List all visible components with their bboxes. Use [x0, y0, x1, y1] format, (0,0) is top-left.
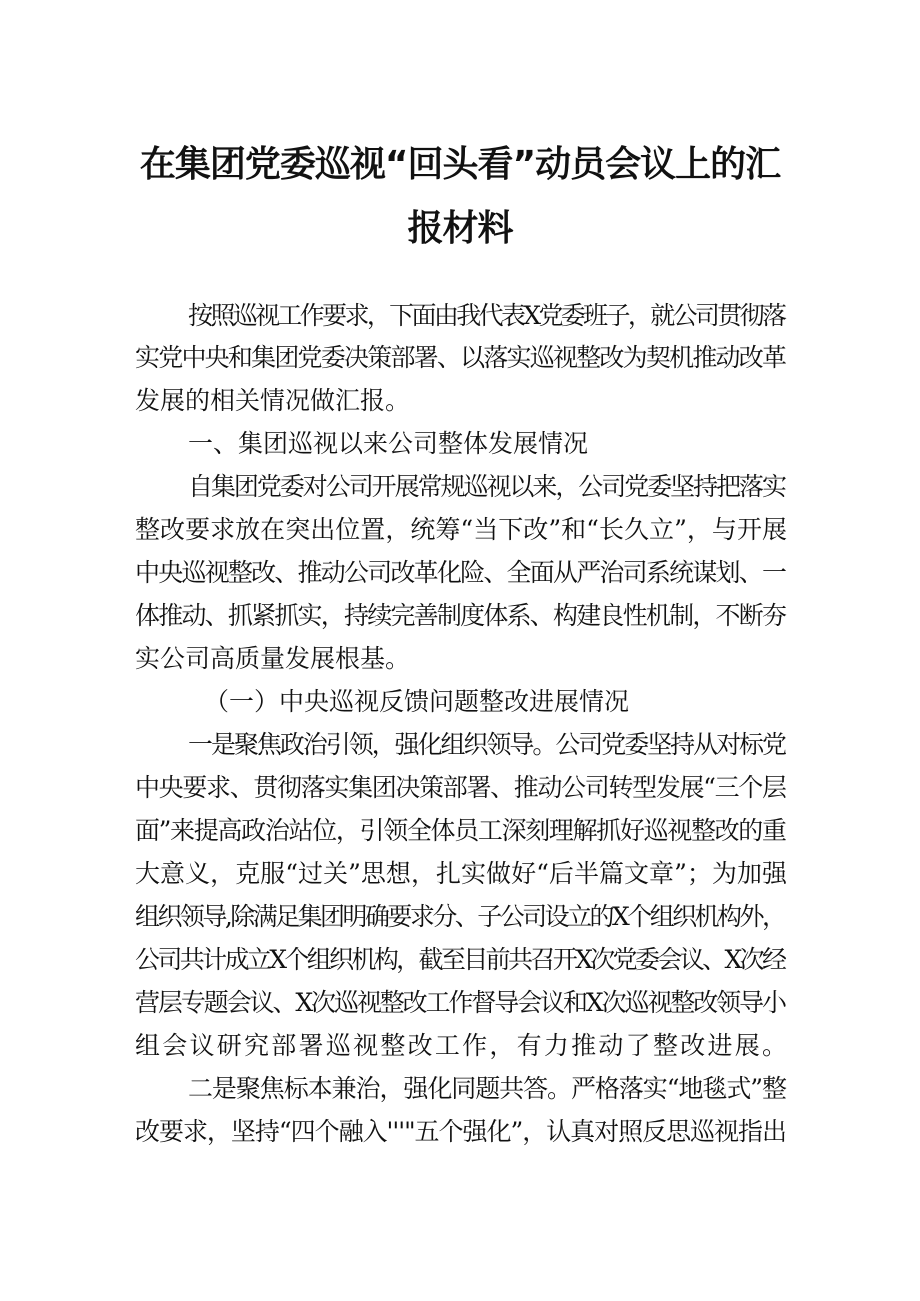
paragraph-2-line-1: 自集团党委对公司开展常规巡视以来，公司党委坚持把落实: [188, 472, 785, 501]
paragraph-3-line-7: 营层专题会议、X次巡视整改工作督导会议和X次巡视整改领导小: [135, 988, 785, 1017]
paragraph-3-line-3: 面”来提高政治站位，引领全体员工深刻理解抓好巡视整改的重: [135, 816, 786, 845]
paragraph-2-line-4: 体推动、抓紧抓实，持续完善制度体系、构建良性机制，不断夯: [135, 601, 786, 630]
paragraph-3-line-6: 公司共计成立X个组织机构，截至目前共召开X次党委会议、X次经: [135, 945, 785, 974]
section-heading-1: 一、集团巡视以来公司整体发展情况: [188, 429, 589, 458]
paragraph-3-line-1: 一是聚焦政治引领，强化组织领导。公司党委坚持从对标党: [188, 730, 785, 759]
paragraph-intro-line-3: 发展的相关情况做汇报。: [135, 386, 411, 415]
paragraph-3-line-5: 组织领导,除满足集团明确要求分、子公司设立的X个组织机构外，: [135, 902, 785, 931]
subsection-heading-1: （一）中央巡视反馈问题整改进展情况: [204, 687, 630, 716]
paragraph-4-line-2: 改要求，坚持“四个融入'''"五个强化”，认真对照反思巡视指出: [135, 1117, 786, 1146]
document-title-line-1: 在集团党委巡视“回头看”动员会议上的汇: [139, 144, 781, 185]
paragraph-2-line-3: 中央巡视整改、推动公司改革化险、全面从严治司系统谋划、一: [135, 558, 786, 587]
paragraph-4-line-1: 二是聚焦标本兼治，强化同题共答。严格落实“地毯式”整: [188, 1074, 786, 1103]
paragraph-intro-line-2: 实党中央和集团党委决策部署、以落实巡视整改为契机推动改革: [135, 343, 786, 372]
paragraph-3-line-4: 大意义，克服“过关”思想，扎实做好“后半篇文章”；为加强: [135, 859, 788, 888]
paragraph-3-line-8: 组会议研究部署巡视整改工作，有力推动了整改进展。: [135, 1031, 790, 1060]
paragraph-2-line-2: 整改要求放在突出位置，统筹“当下改”和“长久立”，与开展: [135, 515, 788, 544]
document-title-line-2: 报材料: [407, 208, 513, 249]
paragraph-intro-line-1: 按照巡视工作要求，下面由我代表X党委班子，就公司贯彻落: [188, 301, 785, 330]
paragraph-3-line-2: 中央要求、贯彻落实集团决策部署、推动公司转型发展“三个层: [135, 773, 786, 802]
paragraph-2-line-5: 实公司高质量发展根基。: [135, 644, 411, 673]
